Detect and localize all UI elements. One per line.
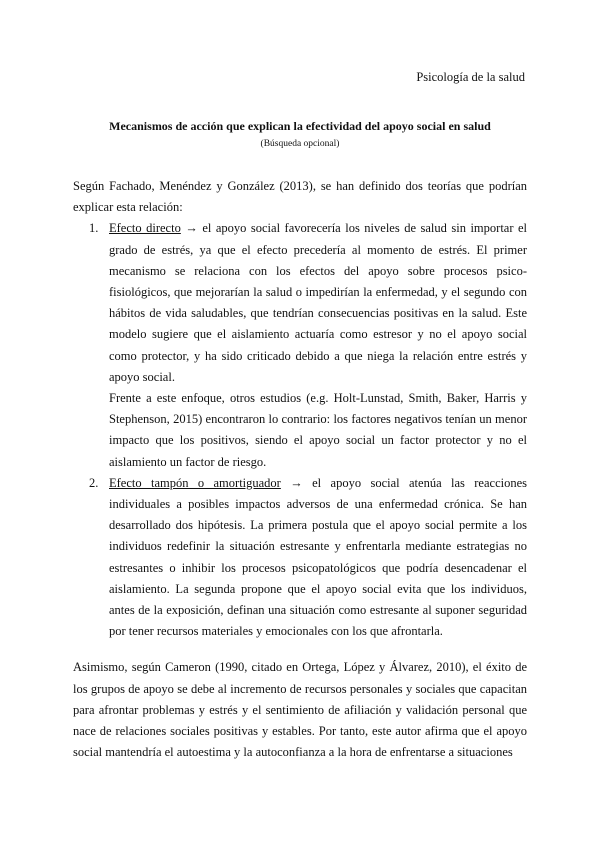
direct-effect-text: el apoyo social favorecería los niveles de salud sin importar el grado de estrés, ya que el efecto precedería al momento de estrés. El primer mecanismo se relaciona con los efectos del apoyo sobre procesos psico-fisiológicos, que mejorarían la salud o impedirían la enfermedad, y el segundo con hábitos de vida saludables, que tendrían consecuencias positivas en la salud. Este modelo sugiere que el aislamiento actuaría como estresor y no el apoyo social como protector, y ha sido criticado debido a que niega la relación entre estrés y apoyo social. [109, 221, 528, 384]
term-direct-effect: Efecto directo [109, 221, 181, 236]
term-buffer-effect: Efecto tampón o amortiguador [109, 475, 281, 490]
document-title: Mecanismos de acción que explican la efectividad del apoyo social en salud [109, 119, 491, 133]
list-item-buffer-effect [73, 473, 527, 643]
closing-paragraph: Asimismo, según Cameron (1990, citado en Ortega, López y Álvarez, 2010), el éxito de los grupos de apoyo se debe al incremento de recursos personales y sociales que capacitan para afrontar problemas y estrés y el sentimiento de afiliación y validación personal que nace de relaciones sociales positivas y estables. Por tanto, este autor afirma que el apoyo social mantendría el autoestima y la autoconfianza a la hora de enfrentarse a situaciones [73, 660, 527, 760]
course-header: Psicología de la salud [416, 70, 525, 84]
list-item-direct-effect [73, 218, 527, 472]
list-number: 1. [89, 221, 99, 236]
intro-paragraph: Según Fachado, Menéndez y González (2013), se han definido dos teorías que podrían explicar esta relación: [73, 179, 527, 215]
buffer-effect-text: el apoyo social atenúa las reacciones individuales a posibles impactos adversos de una enfermedad crónica. Se han desarrollado dos hipótesis. La primera postula que el apoyo social permite a los individuos redefinir la situación estresante y enfrentarla mediante estrategias no estresantes o inhibir los procesos psicopatológicos que podría desencadenar el aislamiento. La segunda propone que el apoyo social evita que los individuos, antes de la exposición, definan una situación como estresante al suponer seguridad por tener recursos materiales y emocionales con los que afrontarla. [109, 475, 528, 639]
arrow: → [180, 221, 203, 236]
list-number: 2. [89, 475, 99, 490]
direct-effect-extra: Frente a este enfoque, otros estudios (e.g. Holt-Lunstad, Smith, Baker, Harris y Stephenson, 2015) encontraron lo contrario: los factores negativos tenían un menor impacto que los positivos, siendo el apoyo social un factor protector y no el aislamiento un factor de riesgo. [109, 391, 527, 469]
document-subtitle: (Búsqueda opcional) [260, 139, 340, 149]
document-body [73, 176, 527, 763]
arrow: → [280, 475, 313, 490]
theory-list [73, 218, 527, 642]
